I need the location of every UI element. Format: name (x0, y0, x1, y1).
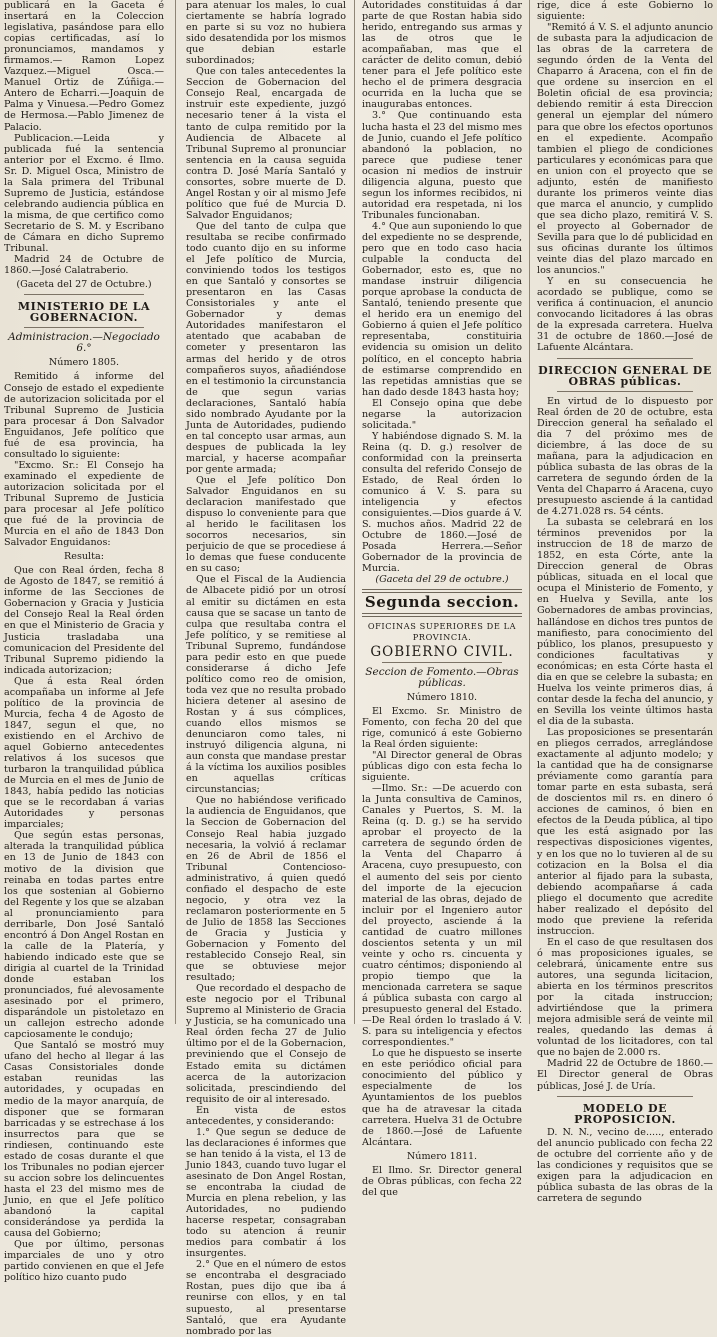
paragraph: "Excmo. Sr.: El Consejo ha examinado el expediente de autorizacion solicitada por el Tribunal Supremo de Justicia para procesar al Jefe político que fué de la provincia de Murcia en el año de 1843 Don Salvador Enguidanos: (4, 459, 164, 549)
divider (382, 662, 502, 663)
model-heading: MODELO DE PROPOSICION. (574, 1101, 676, 1126)
paragraph: Que según estas personas, alterada la tranquilidad pública en 13 de Junio de 1843 con motivo de la division que reinaba en todas partes entre los que sostenian al Gobierno del Regente y los que se alzaban al pronunciamiento para derribarle, Don José Santaló encontró á Don Angel Rostan en la calle de la Platería, y habiendo indicado este que se dirigia al cuartel de la Trinidad donde estaban los pronunciados, fué alevosamente asesinado por el primero, disparándole un pistoletazo en un callejon estrecho adonde capciosamente le condujo; (4, 830, 164, 1041)
paragraph: Madrid 24 de Octubre de 1860.—José Calatraberio. (4, 254, 164, 277)
paragraph: En vista de estos antecedentes, y considerando: (186, 1104, 346, 1127)
divider (24, 294, 144, 295)
direction-heading: DIRECCION GENERAL DE OBRAS públicas. (538, 363, 712, 388)
paragraph: En virtud de lo dispuesto por Real órden de 20 de octubre, esta Direccion general ha señalado el dia 7 del próximo mes de diciembre, á las doce de su mañana, para la adjudicacion en pública subasta de las obras de la carretera de segundo órden de la Venta del Chaparro á Aracena, cuyo presupuesto asciende á la cantidad de 4.271.028 rs. 54 cénts. (537, 395, 713, 518)
paragraph: El Excmo. Sr. Ministro de Fomento, con fecha 20 del que rige, comunicó á este Gobierno la Real órden siguiente: (362, 705, 522, 750)
document-number: Número 1805. (48, 357, 120, 369)
column-3 (362, 0, 522, 1198)
divider (557, 1096, 693, 1097)
paragraph: publicará en la Gaceta é insertará en la Coleccion legislativa, pasándose para ello copias certificadas, así lo pronunciamos, mandamos y firmamos.— Ramon Lopez Vazquez.—Miguel Osca.—Manuel Ortiz de Zúñiga.—Antero de Echarri.—Joaquin de Palma y Vinuesa.—Pedro Gomez de Hermosa.—Pablo Jimenez de Palacio. (4, 0, 164, 133)
paragraph: Y habiéndose dignado S. M. la Reina (q. D. g.) resolver de conformidad con la preinserta consulta del referido Consejo de Estado, de Real órden lo comunico á V. S. para su inteligencia y efectos consiguientes.—Dios guarde á V. S. muchos años. Madrid 22 de Octubre de 1860.—José de Posada Herrera.—Señor Gobernador de la provincia de Murcia. (362, 430, 522, 575)
paragraph: Que el Jefe político Don Salvador Enguidanos en su declaracion manifestado que dispuso lo conveniente para que al herido le facilitasen los socorros necesarios, sin perjuicio de que se procediese á lo demas que fuese conducente en su caso; (186, 475, 346, 575)
column-rule (175, 0, 176, 1024)
paragraph: Que á esta Real órden acompañaba un informe al Jefe político de la provincia de Murcia, fecha 4 de Agosto de 1847, segun el que, no existiendo en el Archivo de aquel Gobierno antecedentes relativos á los sucesos que turbaron la tranquilidad pública de Murcia en el mes de Junio de 1843, había pedido las noticias que se le recordaban á varias Autoridades y personas imparciales; (4, 675, 164, 831)
gaceta-reference: (Gaceta del 29 de octubre.) (375, 574, 509, 586)
paragraph: rige, dice á este Gobierno lo siguiente: (537, 0, 713, 23)
paragraph: Que con Real órden, fecha 8 de Agosto de 1847, se remitió á informe de las Secciones de Gobernacion y Gracia y Justicia del Consejo Real la Real órden en que el Ministerio de Gracia y Justicia trasladaba una comunicacion del Presidente del Tribunal Supremo pidiendo la indicada autorizacion; (4, 565, 164, 676)
section-divider (362, 613, 522, 617)
province-heading: PROVINCIA. (412, 631, 472, 642)
section-title: Segunda seccion. (364, 593, 520, 612)
paragraph: El Ilmo. Sr. Director general de Obras públicas, con fecha 22 del que (362, 1164, 522, 1198)
paragraph: Y en su consecuencia he acordado se publique, como se verifica á continuacion, el anuncio convocando licitadores á las obras de la expresada carretera. Huelva 31 de octubre de 1860.—José de Lafuente Alcántara. (537, 276, 713, 354)
divider (24, 327, 144, 328)
paragraph: "Remitó á V. S. el adjunto anuncio de subasta para la adjudicacion de las obras de la carretera de segundo órden de la Venta del Chaparro á Aracena, con el fin de que ordene su insercion en el Boletin oficial de esa provincia; debiendo remitir á esta Direccion general un ejemplar del número para que obre los efectos oportunos en el expediente. Acompaño tambien el pliego de condiciones particulares y económicas para que en union con el proyecto que se adjunto, estén de manifiesto durante los primeros veinte dias que marca el anuncio, y cumplido que sea dicho plazo, remitirá V. S. el proyecto al Gobernador de Sevilla para que lo dé publicidad en sus oficinas durante los últimos veinte dias del plazo marcado en los anuncios." (537, 22, 713, 277)
paragraph: Que Santaló se mostró muy ufano del hecho al llegar á las Casas Consistoriales donde estaban reunidas las autoridades, y ocupadas en medio de la mayor anarquía, de disponer que se formaran barricadas y se estrechase á los insurrectos para que se rindiesen, continuando este estado de cosas durante el que los Tribunales no podian ejercer su accion sobre los delincuentes hasta el 23 del mismo mes de Junio, en que el Jefe político abandonó la capital considerándose ya perdida la causa del Gobierno; (4, 1040, 164, 1240)
paragraph: Remitido á informe del Consejo de estado el expediente de autorizacion solicitada por el Tribunal Supremo de Justicia para procesar á Don Salvador Enguidanos, Jefe político que fué de esa provincia, ha consultado lo siguiente: (4, 371, 164, 460)
paragraph: Que el Fiscal de la Audiencia de Albacete pidió por un otrosí al emitir su dictámen en esta causa que se sacase un tanto de culpa que resultaba contra el Jefe político, y se remitiese al Tribunal Supremo, fundándose para pedir esto en que puede considerarse á dicho Jefe político como reo de omision, toda vez que no resulta probado hiciera detener al asesino de Rostan y á sus cómplices, cuando ellos mismos se denunciaron como tales, ni instruyó diligencia alguna, ni aun consta que mandase prestar á la víctima los auxilios posibles en aquellas críticas circunstancias; (186, 574, 346, 796)
paragraph: 1.° Que segun se deduce de las declaraciones é informes que se han tenido á la vista, el 13 de Junio 1843, cuando tuvo lugar el asesinato de Don Angel Rostan, se encontraba la ciudad de Murcia en plena rebelion, y las Autoridades, no pudiendo hacerse respetar, consagraban todo su atencion á reunir medios para combatir á los insurgentes. (186, 1126, 346, 1260)
paragraph: Resulta: (64, 551, 104, 563)
paragraph: Que del tanto de culpa que resultaba se recibe confirmado todo cuanto dijo en su informe el Jefe político de Murcia, conviniendo todos los testigos en que Santaló y consortes se presentaron en las Casas Consistoriales y ante el Gobernador y demas Autoridades manifestaron el atentado que acababan de cometer y presentaron las armas del herido y de otros compañeros suyos, añadiéndose en el testimonio la circunstancia de que segun varias declaraciones, Santaló había sido nombrado Ayudante por la Junta de Autoridades, pudiendo en tal concepto usar armas, aun despues de publicada la ley marcial, y hacerse acompañar por gente armada; (186, 220, 346, 475)
offices-heading: OFICINAS SUPERIORES DE LA (367, 620, 517, 631)
document-number: Número 1810. (406, 691, 478, 703)
paragraph: Publicacion.—Leida y publicada fué la sentencia anterior por el Excmo. é Ilmo. Sr. D. Miguel Osca, Ministro de la Sala primera del Tribunal Supremo de Justicia, estándose celebrando audiencia pública en la misma, de que certifico como Secretario de S. M. y Escribano de Cámara en dicho Supremo Tribunal. (4, 132, 164, 255)
ministry-heading: MINISTERIO DE LA GOBERNACION. (17, 300, 151, 325)
divider (557, 358, 693, 359)
column-2 (186, 0, 346, 1337)
paragraph: 2.° Que en el número de estos se encontraba el desgraciado Rostan, pues dijo que iba á reunirse con ellos, y en tal supuesto, al presentarse Santaló, que era Ayudante nombrado por las (186, 1259, 346, 1337)
column-1 (4, 0, 164, 1284)
paragraph: Que con tales antecedentes la Seccion de Gobernacion del Consejo Real, encargada de instruir este expediente, juzgó necesario tener á la vista el tanto de culpa remitido por la Audiencia de Albacete al Tribunal Supremo al pronunciar sentencia en la causa seguida contra D. José María Santaló y consortes, sobre muerte de D. Angel Rostan y oir al mismo Jefe político que fué de Murcia D. Salvador Enguidanos; (186, 66, 346, 221)
paragraph: 3.° Que continuando esta lucha hasta el 23 del mismo mes de Junio, cuando el Jefe político abandonó la poblacion, no parece que pudiese tener ocasion ni medios de instruir diligencia alguna, puesto que segun los informes recibidos, ni autoridad era respetada, ni los Tribunales funcionaban. (362, 110, 522, 221)
paragraph: Que recordado el despacho de este negocio por el Tribunal Supremo al Ministerio de Gracia y Justicia, se ha comunicado una Real órden fecha 27 de Julio último por el de la Gobernacion, previniendo que el Consejo de Estado emita su dictámen acerca de la autorizacion solicitada, prescindiendo del requisito de oir al interesado. (186, 983, 346, 1105)
gobierno-heading: GOBIERNO CIVIL. (370, 643, 514, 660)
paragraph: 4.° Que aun suponiendo lo que del expediente no se desprende, pero que en todo caso hacia culpable la conducta del Gobernador, esto es, que no mandase instruir diligencia porque aprobase la conducta de Santaló, teniendo presente que el herido era un enemigo del Gobierno á quien el Jefe político representaba, constituiria evidencia su omision un delito político, en el concepto habria de estimarse comprendido en las repetidas amnistias que se han dado desde 1843 hasta hoy; (362, 220, 522, 398)
paragraph: Lo que he dispuesto se inserte en este periódico oficial para conocimiento del público y especialmente de los Ayuntamientos de los pueblos que ha de atravesar la citada carretera. Huelva 31 de Octubre de 1860.—José de Lafuente Alcántara. (362, 1048, 522, 1148)
column-4 (537, 0, 713, 1204)
paragraph: Que no habiéndose verificado la audiencia de Enguidanos, que la Seccion de Gobernacion del Consejo Real habia juzgado necesaria, la volvió á reclamar en 26 de Abril de 1856 el Tribunal Contencioso-administrativo, á quien quedó confiado el despacho de este negocio, y otra vez la reclamaron posteriormente en 5 de Julio de 1858 las Secciones de Gracia y Justicia y Gobernacion y Fomento del restablecido Consejo Real, sin que se obtuviese mejor resultado; (186, 795, 346, 984)
paragraph: Autoridades constituidas á dar parte de que Rostan habia sido herido, entregando sus armas y las de otros que le acompañaban, mas que el carácter de delito comun, debió tener para el Jefe político este hecho el de primera desgracia ocurrida en la lucha que se inaugurabas entonces. (362, 0, 522, 111)
column-rule (529, 0, 530, 1024)
subheading: Administracion.—Negociado 6.° (8, 331, 160, 355)
paragraph: D. N. N., vecino de....., enterado del anuncio publicado con fecha 22 de octubre del corriente año y de las condiciones y requisitos que se exigen para la adjudicacion en pública subasta de las obras de la carretera de segundo (537, 1126, 713, 1204)
paragraph: Que por último, personas imparciales de uno y otro partido convienen en que el Jefe político hizo cuanto pudo (4, 1239, 164, 1284)
paragraph: "Al Director general de Obras públicas digo con esta fecha lo siguiente. (362, 750, 522, 784)
subheading: Seccion de Fomento.—Obras públicas. (365, 665, 519, 689)
paragraph: Las proposiciones se presentarán en pliegos cerrados, arreglándose exactamente al adjunto modelo; y la cantidad que ha de consignarse préviamente como garantía para tomar parte en esta subasta, será de doscientos mil rs. en dinero ó acciones de caminos, ó bien en efectos de la Deuda pública, al tipo que les está asignado por las respectivas disposiciones vigentes, y en los que no lo tuvieren al de su cotizacion en la Bolsa el dia anterior al fijado para la subasta, debiendo acompañarse á cada pliego el documento que acredite haber realizado el depósito del modo que previene la referida instruccion. (537, 727, 713, 937)
paragraph: La subasta se celebrará en los términos prevenidos por la instruccion de 18 de marzo de 1852, en esta Córte, ante la Direccion general de Obras públicas, situada en el local que ocupa el Ministerio de Fomento, y en Huelva y Sevilla, ante los Gobernadores de ambas provincias, hallándose en dichos tres puntos de manifiesto, para conocimiento del público, los planos, presupuesto y condiciones facultativas y económicas; en esta Córte hasta el dia en que se celebre la subasta; en Huelva los veinte primeros dias, á contar desde la fecha del anuncio, y en Sevilla los veinte últimos hasta el dia de la subasta. (537, 517, 713, 727)
paragraph: Madrid 22 de Octubre de 1860.—El Director general de Obras públicas, José J. de Uría. (537, 1058, 713, 1092)
document-number: Número 1811. (406, 1150, 478, 1162)
paragraph: para atenuar los males, lo cual ciertamente se habría logrado en parte si su voz no hubiera sido desatendida por los mismos que debian estarle subordinados; (186, 0, 346, 67)
divider (557, 391, 693, 392)
column-rule (354, 0, 355, 1024)
paragraph: El Consejo opina que debe negarse la autorizacion solicitada." (362, 397, 522, 431)
paragraph: —Ilmo. Sr.: —De acuerdo con la Junta consultiva de Caminos, Canales y Puertos, S. M. la Reina (q. D. g.) se ha servido aprobar el proyecto de la carretera de segundo órden de la Venta del Chaparro á Aracena, cuyo presupuesto, con el aumento del seis por ciento del importe de la ejecucion material de las obras, dejado de incluir por el Ingeniero autor del proyecto, asciende á la cantidad de cuatro millones doscientos setenta y un mil veinte y ocho rs. cincuenta y cuatro céntimos; disponiendo al propio tiempo que la mencionada carretera se saque á pública subasta con cargo al presupuesto general del Estado.—De Real órden lo traslado á V. S. para su inteligencia y efectos correspondientes." (362, 783, 522, 1049)
gaceta-reference: (Gaceta del 27 de Octubre.) (16, 279, 152, 291)
paragraph: En el caso de que resultasen dos ó mas proposiciones iguales, se celebrará, únicamente entre sus autores, una segunda licitacion, abierta en los términos prescritos por la citada instruccion; advirtiéndose que la primera mejora admisible será de veinte mil reales, quedando las demas á voluntad de los licitadores, con tal que no bajen de 2.000 rs. (537, 936, 713, 1059)
